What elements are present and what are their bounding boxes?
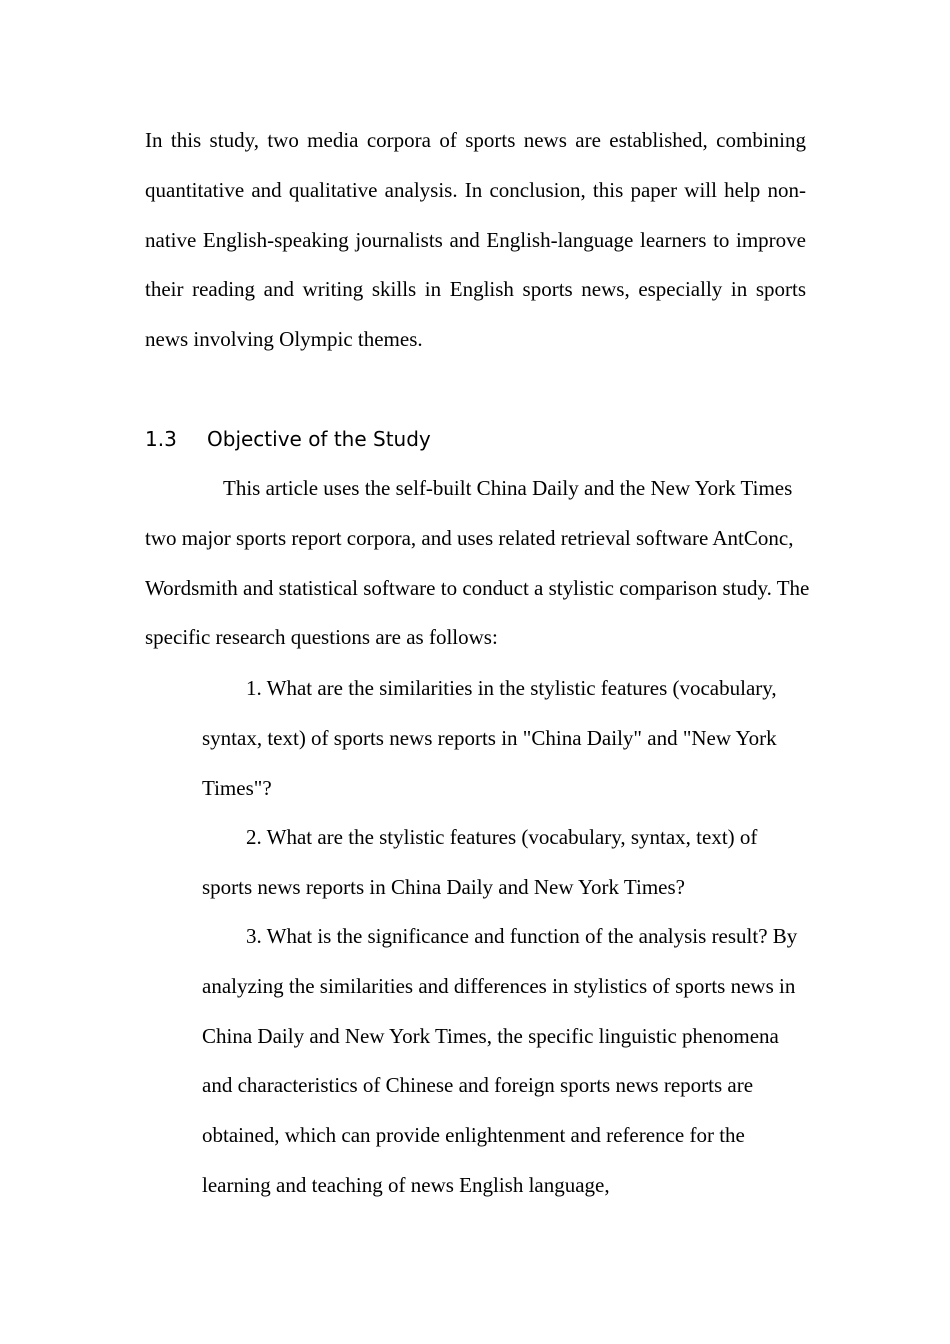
section-number: 1.3	[145, 427, 177, 451]
research-question-3: 3. What is the significance and function of the analysis result? By analyzing the similarities and differences in stylistics of sports news in China Daily and New York Times, the specific linguistic phenomena and characteristics of Chinese and foreign sports news reports are obtained, which can provide enlightenment and reference for the learning and teaching of news English language,	[202, 924, 798, 1197]
objective-paragraph: This article uses the self-built China Daily and the New York Times two major sports report corpora, and uses related retrieval software AntConc, Wordsmith and statistical software to conduct a stylistic comparison study. The specific research questions are as follows:	[145, 476, 810, 650]
intro-paragraph: In this study, two media corpora of sports news are established, combining quantitative and qualitative analysis. In conclusion, this paper will help non-native English-speaking journalists and English-language learners to improve their reading and writing skills in English sports news, especially in sports news involving Olympic themes.	[145, 128, 806, 352]
section-heading	[145, 420, 431, 458]
research-question-2: 2. What are the stylistic features (vocabulary, syntax, text) of sports news reports in China Daily and New York Times?	[202, 825, 758, 899]
section-title: Objective of the Study	[207, 427, 431, 451]
research-question-1: 1. What are the similarities in the stylistic features (vocabulary, syntax, text) of sports news reports in "China Daily" and "New York Times"?	[202, 676, 777, 800]
